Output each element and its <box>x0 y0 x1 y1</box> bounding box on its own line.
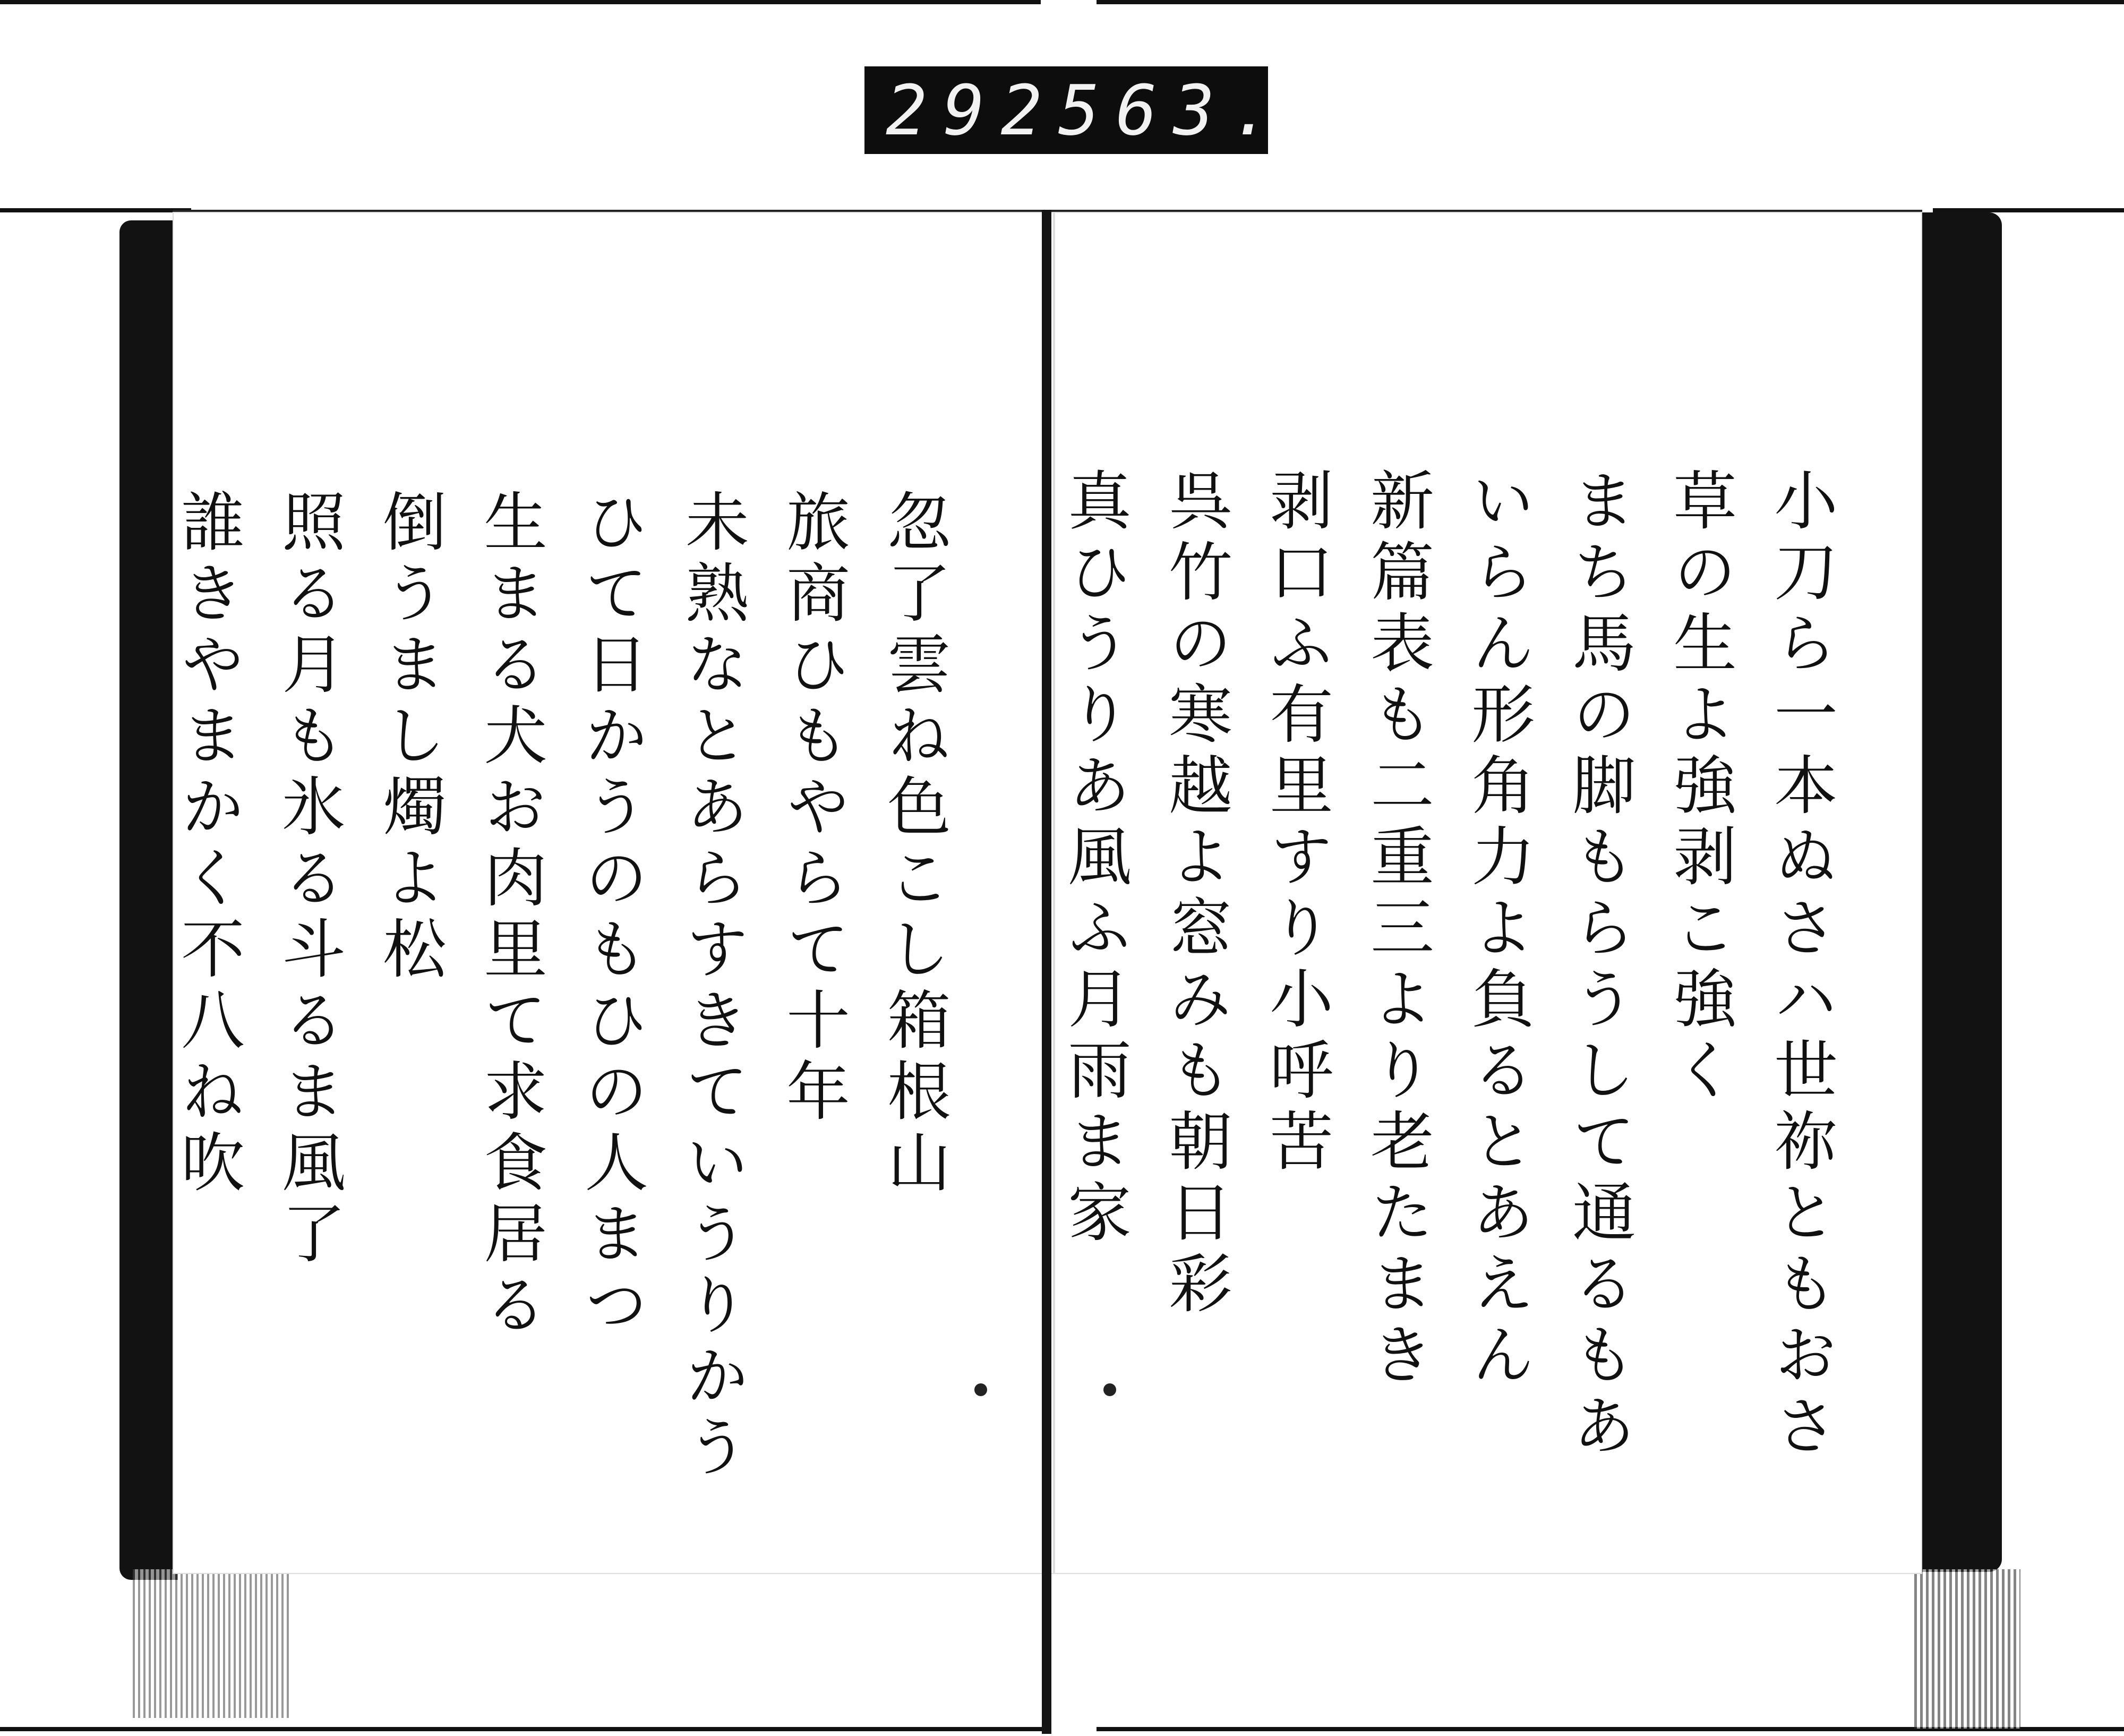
right-text-column: いらん形角力よ負るとあえん <box>1461 467 1535 1392</box>
frame-rule-bottom-left <box>0 1727 1043 1731</box>
right-text-column: まち馬の脚もらうして通るもあ <box>1562 467 1635 1464</box>
right-text-column: 剥口ふ有里すり小呼苦 <box>1259 467 1333 1179</box>
left-text-column: 生まる犬お肉里て求食居る <box>473 489 547 1342</box>
right-text-column: 真ひうりあ風ふ月雨ま家 <box>1057 467 1131 1250</box>
frame-number-label <box>864 66 1288 154</box>
ink-spot <box>974 1383 987 1396</box>
right-page-text <box>1025 467 1837 1476</box>
left-text-column: 誰きやまかく不八ね吹 <box>170 489 244 1200</box>
frame-rule-top-left <box>0 0 1041 4</box>
left-text-column: 旅商ひもやらて十年 <box>776 489 850 1129</box>
left-page-text <box>138 489 950 1498</box>
left-text-column: 未熟なとあらすきていうりかう <box>675 489 749 1485</box>
ink-spot <box>1103 1383 1116 1396</box>
frame-number-right: 563. <box>1058 70 1288 151</box>
left-text-column: 忽了雲ね色こし箱根山 <box>877 489 950 1200</box>
page-edges-left <box>133 1569 292 1718</box>
right-text-column: 小刀ら一本ぬさハ世祢ともおさ <box>1763 467 1837 1464</box>
left-text-column: 照る月も氷る斗るま風了 <box>271 489 345 1271</box>
frame-number-left: 292 <box>886 70 1058 151</box>
right-text-column: 呉竹の寒越よ窓みも朝日彩 <box>1158 467 1232 1321</box>
page-edges-right <box>1914 1569 2020 1729</box>
right-text-column: 草の生よ強剥こ強く <box>1663 467 1736 1108</box>
right-text-column: 新篇表も二重三より老たまき <box>1360 467 1434 1392</box>
left-text-column: ひて日かうのもひの人まつ <box>574 489 648 1342</box>
left-text-column: 倒うまし燭よ松 <box>372 489 446 987</box>
frame-rule-top-right <box>1097 0 2124 4</box>
book-edge-right <box>1922 212 2002 1572</box>
